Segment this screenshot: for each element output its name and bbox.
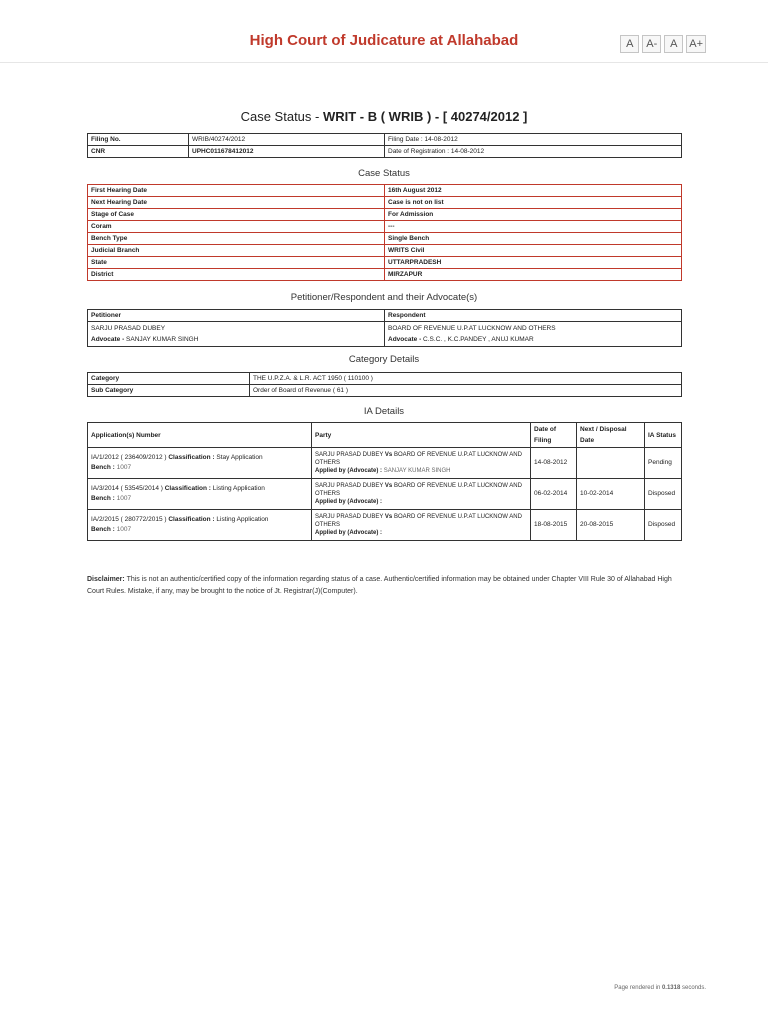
category-label: Category xyxy=(88,373,250,385)
font-increase-button[interactable]: A+ xyxy=(686,35,706,53)
ia-respondent: BOARD OF REVENUE U.P.AT LUCKNOW AND OTHERS xyxy=(315,452,522,466)
vs-label: Vs xyxy=(384,514,393,520)
ia-party-cell xyxy=(312,448,531,479)
subcategory-value: Order of Board of Revenue ( 61 ) xyxy=(250,385,682,397)
table-row xyxy=(88,245,682,257)
ia-app-cell xyxy=(88,448,312,479)
case-status-title: Case Status xyxy=(358,168,410,179)
case-status-table xyxy=(87,184,682,281)
ia-filing-date: 06-02-2014 xyxy=(531,479,577,510)
disclaimer xyxy=(87,574,681,598)
ia-respondent: BOARD OF REVENUE U.P.AT LUCKNOW AND OTHERS xyxy=(315,483,522,497)
category-table xyxy=(87,372,682,397)
bench-label: Bench : xyxy=(91,526,115,533)
status-label: Coram xyxy=(88,221,385,233)
status-value: Single Bench xyxy=(385,233,682,245)
case-type: WRIT - B ( WRIB ) - [ 40274/2012 ] xyxy=(322,109,528,124)
filing-no-label: Filing No. xyxy=(88,134,189,146)
respondent-name: BOARD OF REVENUE U.P.AT LUCKNOW AND OTHERS xyxy=(388,325,556,332)
table-row xyxy=(88,479,682,510)
disclaimer-text: This is not an authentic/certified copy of the information regarding status of a case. Authentic/certified information may be obtained under Chapter VIII Rule 30 of Allahabad High Court Rules. Mistake, if any, may be brought to the notice of Jt. Registrar(J)(Computer). xyxy=(87,576,672,595)
cnr-value: UPHC011678412012 xyxy=(189,146,385,158)
ia-status: Pending xyxy=(645,448,682,479)
vs-label: Vs xyxy=(384,452,393,458)
table-row xyxy=(88,209,682,221)
ia-app-no: IA/2/2015 ( 280772/2015 ) xyxy=(91,516,167,523)
table-row xyxy=(88,373,682,385)
ia-app-cell xyxy=(88,479,312,510)
petitioner-name: SARJU PRASAD DUBEY xyxy=(91,325,166,332)
ia-app-no: IA/3/2014 ( 53545/2014 ) xyxy=(91,485,163,492)
table-row xyxy=(88,197,682,209)
parties-title: Petitioner/Respondent and their Advocate(s) xyxy=(290,292,478,303)
ia-petitioner: SARJU PRASAD DUBEY xyxy=(315,452,384,458)
page-header xyxy=(0,0,768,63)
table-row xyxy=(88,385,682,397)
ia-party-cell xyxy=(312,479,531,510)
ia-petitioner: SARJU PRASAD DUBEY xyxy=(315,483,384,489)
ia-status: Disposed xyxy=(645,479,682,510)
vs-label: Vs xyxy=(384,483,393,489)
ia-header-next-date: Next / Disposal Date xyxy=(577,423,645,448)
petitioner-cell xyxy=(88,322,385,347)
site-title: High Court of Judicature at Allahabad xyxy=(249,32,519,49)
ia-app-cell xyxy=(88,510,312,541)
status-label: State xyxy=(88,257,385,269)
disclaimer-label: Disclaimer: xyxy=(87,576,125,583)
bench-label: Bench : xyxy=(91,495,115,502)
filing-no-value: WRIB/40274/2012 xyxy=(189,134,385,146)
advocate-label: Advocate - xyxy=(91,336,127,343)
render-seconds: 0.1318 xyxy=(661,985,681,991)
ia-status: Disposed xyxy=(645,510,682,541)
petitioner-header: Petitioner xyxy=(88,310,385,322)
footer-prefix: Page rendered in xyxy=(614,985,662,991)
respondent-advocate-line xyxy=(388,334,678,345)
ia-classification: Listing Application xyxy=(216,516,269,523)
status-value: 16th August 2012 xyxy=(385,185,682,197)
applied-by-label: Applied by (Advocate) : xyxy=(315,468,383,474)
status-value: WRITS Civil xyxy=(385,245,682,257)
registration-date: Date of Registration : 14-08-2012 xyxy=(385,146,682,158)
ia-next-date xyxy=(577,448,645,479)
font-normal-button[interactable]: A xyxy=(664,35,683,53)
ia-filing-date: 18-08-2015 xyxy=(531,510,577,541)
table-row xyxy=(88,322,682,347)
ia-classification: Listing Application xyxy=(212,485,265,492)
table-row xyxy=(88,221,682,233)
ia-header-party: Party xyxy=(312,423,531,448)
applied-by-label: Applied by (Advocate) : xyxy=(315,530,383,536)
table-row xyxy=(88,185,682,197)
status-value: For Admission xyxy=(385,209,682,221)
case-heading-prefix: Case Status - xyxy=(240,109,323,124)
ia-header-status: IA Status xyxy=(645,423,682,448)
category-value: THE U.P.Z.A. & L.R. ACT 1950 ( 110100 ) xyxy=(250,373,682,385)
status-label: Next Hearing Date xyxy=(88,197,385,209)
advocate-label: Advocate - xyxy=(388,336,424,343)
render-time-footer xyxy=(614,985,706,991)
ia-table xyxy=(87,422,682,541)
category-title: Category Details xyxy=(348,354,420,365)
table-row xyxy=(88,257,682,269)
ia-bench: 1007 xyxy=(116,464,132,471)
table-row xyxy=(88,510,682,541)
ia-classification: Stay Application xyxy=(216,454,263,461)
parties-table xyxy=(87,309,682,347)
table-row xyxy=(88,134,682,146)
bench-label: Bench : xyxy=(91,464,115,471)
footer-suffix: seconds. xyxy=(680,985,706,991)
classification-label: Classification : xyxy=(168,454,215,461)
status-value: Case is not on list xyxy=(385,197,682,209)
status-value: MIRZAPUR xyxy=(385,269,682,281)
font-reset-button[interactable]: A xyxy=(620,35,639,53)
ia-next-date: 20-08-2015 xyxy=(577,510,645,541)
classification-label: Classification : xyxy=(164,485,211,492)
table-row xyxy=(88,448,682,479)
respondent-advocate: C.S.C. , K.C.PANDEY , ANUJ KUMAR xyxy=(423,336,534,343)
table-row xyxy=(88,310,682,322)
ia-header-app-no: Application(s) Number xyxy=(88,423,312,448)
status-value: --- xyxy=(385,221,682,233)
table-row xyxy=(88,146,682,158)
cnr-label: CNR xyxy=(88,146,189,158)
ia-header-filing-date: Date of Filing xyxy=(531,423,577,448)
ia-petitioner: SARJU PRASAD DUBEY xyxy=(315,514,384,520)
status-label: Stage of Case xyxy=(88,209,385,221)
font-decrease-button[interactable]: A- xyxy=(642,35,661,53)
subcategory-label: Sub Category xyxy=(88,385,250,397)
table-header-row xyxy=(88,423,682,448)
ia-bench: 1007 xyxy=(116,526,132,533)
classification-label: Classification : xyxy=(168,516,215,523)
ia-next-date: 10-02-2014 xyxy=(577,479,645,510)
ia-applied-by: SANJAY KUMAR SINGH xyxy=(383,468,451,474)
respondent-cell xyxy=(385,322,682,347)
ia-app-no: IA/1/2012 ( 236409/2012 ) xyxy=(91,454,167,461)
petitioner-advocate: SANJAY KUMAR SINGH xyxy=(126,336,199,343)
ia-title: IA Details xyxy=(363,406,405,417)
status-label: Bench Type xyxy=(88,233,385,245)
filing-date: Filing Date : 14-08-2012 xyxy=(385,134,682,146)
status-value: UTTARPRADESH xyxy=(385,257,682,269)
status-label: First Hearing Date xyxy=(88,185,385,197)
petitioner-advocate-line xyxy=(91,334,381,345)
filing-table xyxy=(87,133,682,158)
font-size-controls xyxy=(617,35,706,53)
ia-party-cell xyxy=(312,510,531,541)
applied-by-label: Applied by (Advocate) : xyxy=(315,499,383,505)
ia-bench: 1007 xyxy=(116,495,132,502)
table-row xyxy=(88,269,682,281)
table-row xyxy=(88,233,682,245)
respondent-header: Respondent xyxy=(385,310,682,322)
ia-respondent: BOARD OF REVENUE U.P.AT LUCKNOW AND OTHERS xyxy=(315,514,522,528)
status-label: District xyxy=(88,269,385,281)
case-heading xyxy=(0,109,768,124)
ia-filing-date: 14-08-2012 xyxy=(531,448,577,479)
status-label: Judicial Branch xyxy=(88,245,385,257)
